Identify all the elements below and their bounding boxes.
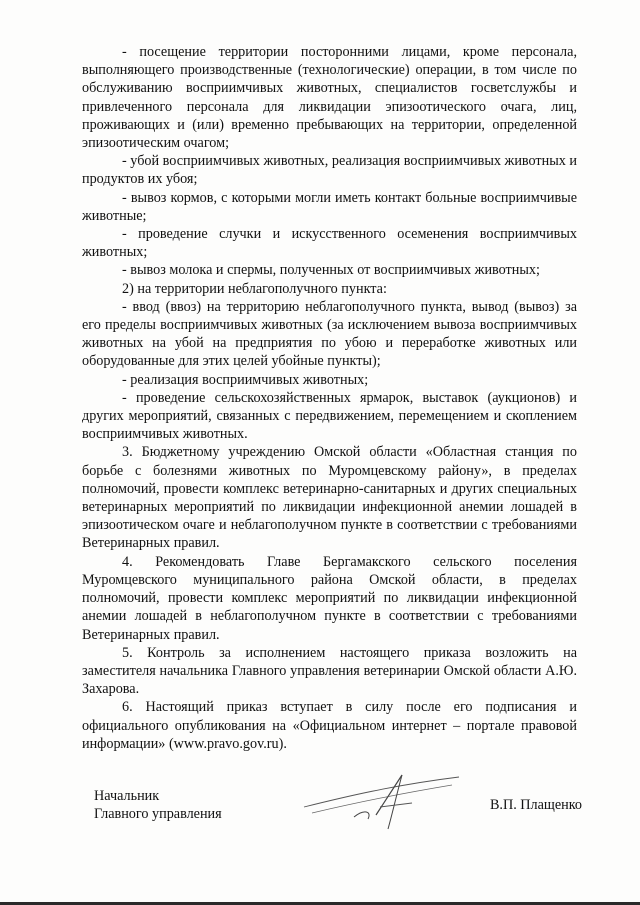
paragraph-item-6: 6. Настоящий приказ вступает в силу после его подписания и официального опубликования на «Официальном интернет – портале правовой информации» (www.pravo.gov.ru).: [82, 699, 577, 752]
signatory-title-line2: Главного управления: [94, 806, 222, 822]
paragraph-breeding-restriction: - проведение случки и искусственного осеменения восприимчивых животных;: [82, 226, 577, 261]
paragraph-feed-removal: - вывоз кормов, с которыми могли иметь контакт больные восприимчивые животные;: [82, 189, 577, 224]
paragraph-territory-heading: 2) на территории неблагополучного пункта:: [122, 280, 387, 297]
paragraph-item-3: 3. Бюджетному учреждению Омской области «Областная станция по борьбе с болезнями животных по Муромцевскому району», в пределах полномочий, провести комплекс ветеринарно-санитарных и других специальных ветеринарных мероприятий по ликвидации инфекционной анемии лошадей в эпизоотическом очаге и неблагополучном пункте в соответствии с требованиями Ветеринарных правил.: [82, 444, 577, 552]
paragraph-item-4: 4. Рекомендовать Главе Бергамакского сельского поселения Муромцевского муниципального района Омской области, в пределах полномочий, провести комплекс мероприятий по ликвидации инфекционной анемии лошадей в неблагополучном пункте в соответствии с требованиями Ветеринарных правил.: [82, 553, 577, 643]
paragraph-item-5: 5. Контроль за исполнением настоящего приказа возложить на заместителя начальника Главного управления ветеринарии Омской области А.Ю. Захарова.: [82, 644, 577, 698]
signatory-title: [94, 787, 222, 823]
paragraph-milk-removal: - вывоз молока и спермы, полученных от восприимчивых животных;: [122, 262, 540, 279]
paragraph-visitor-restriction: - посещение территории посторонними лицами, кроме персонала, выполняющего производственные (технологические) операции, в том числе по обслуживанию восприимчивых животных, специалистов госветслужбы и привлеченного персонала для ликвидации эпизоотического очага, лиц, проживающих и (или) временно пребывающих на территории, определенной эпизоотическим очагом;: [82, 44, 577, 152]
paragraph-slaughter-restriction: - убой восприимчивых животных, реализация восприимчивых животных и продуктов их убоя;: [82, 153, 577, 188]
paragraph-animal-movement: - ввод (ввоз) на территорию неблагополучного пункта, вывод (вывоз) за его пределы восприимчивых животных (за исключением вывоза восприимчивых животных на убой на предприятия по убою и переработке животных или оборудованные для этих целей убойные пункты);: [82, 298, 577, 370]
paragraph-fairs-restriction: - проведение сельскохозяйственных ярмарок, выставок (аукционов) и других мероприятий, связанных с передвижением, перемещением и скоплением восприимчивых животных.: [82, 389, 577, 443]
signatory-title-line1: Начальник: [94, 788, 160, 804]
signatory-name: В.П. Плащенко: [489, 797, 582, 813]
paragraph-animal-sale: - реализация восприимчивых животных;: [122, 371, 369, 388]
document-body: [82, 43, 577, 753]
handwritten-signature-icon: [284, 767, 474, 837]
signature-block: [94, 787, 594, 847]
